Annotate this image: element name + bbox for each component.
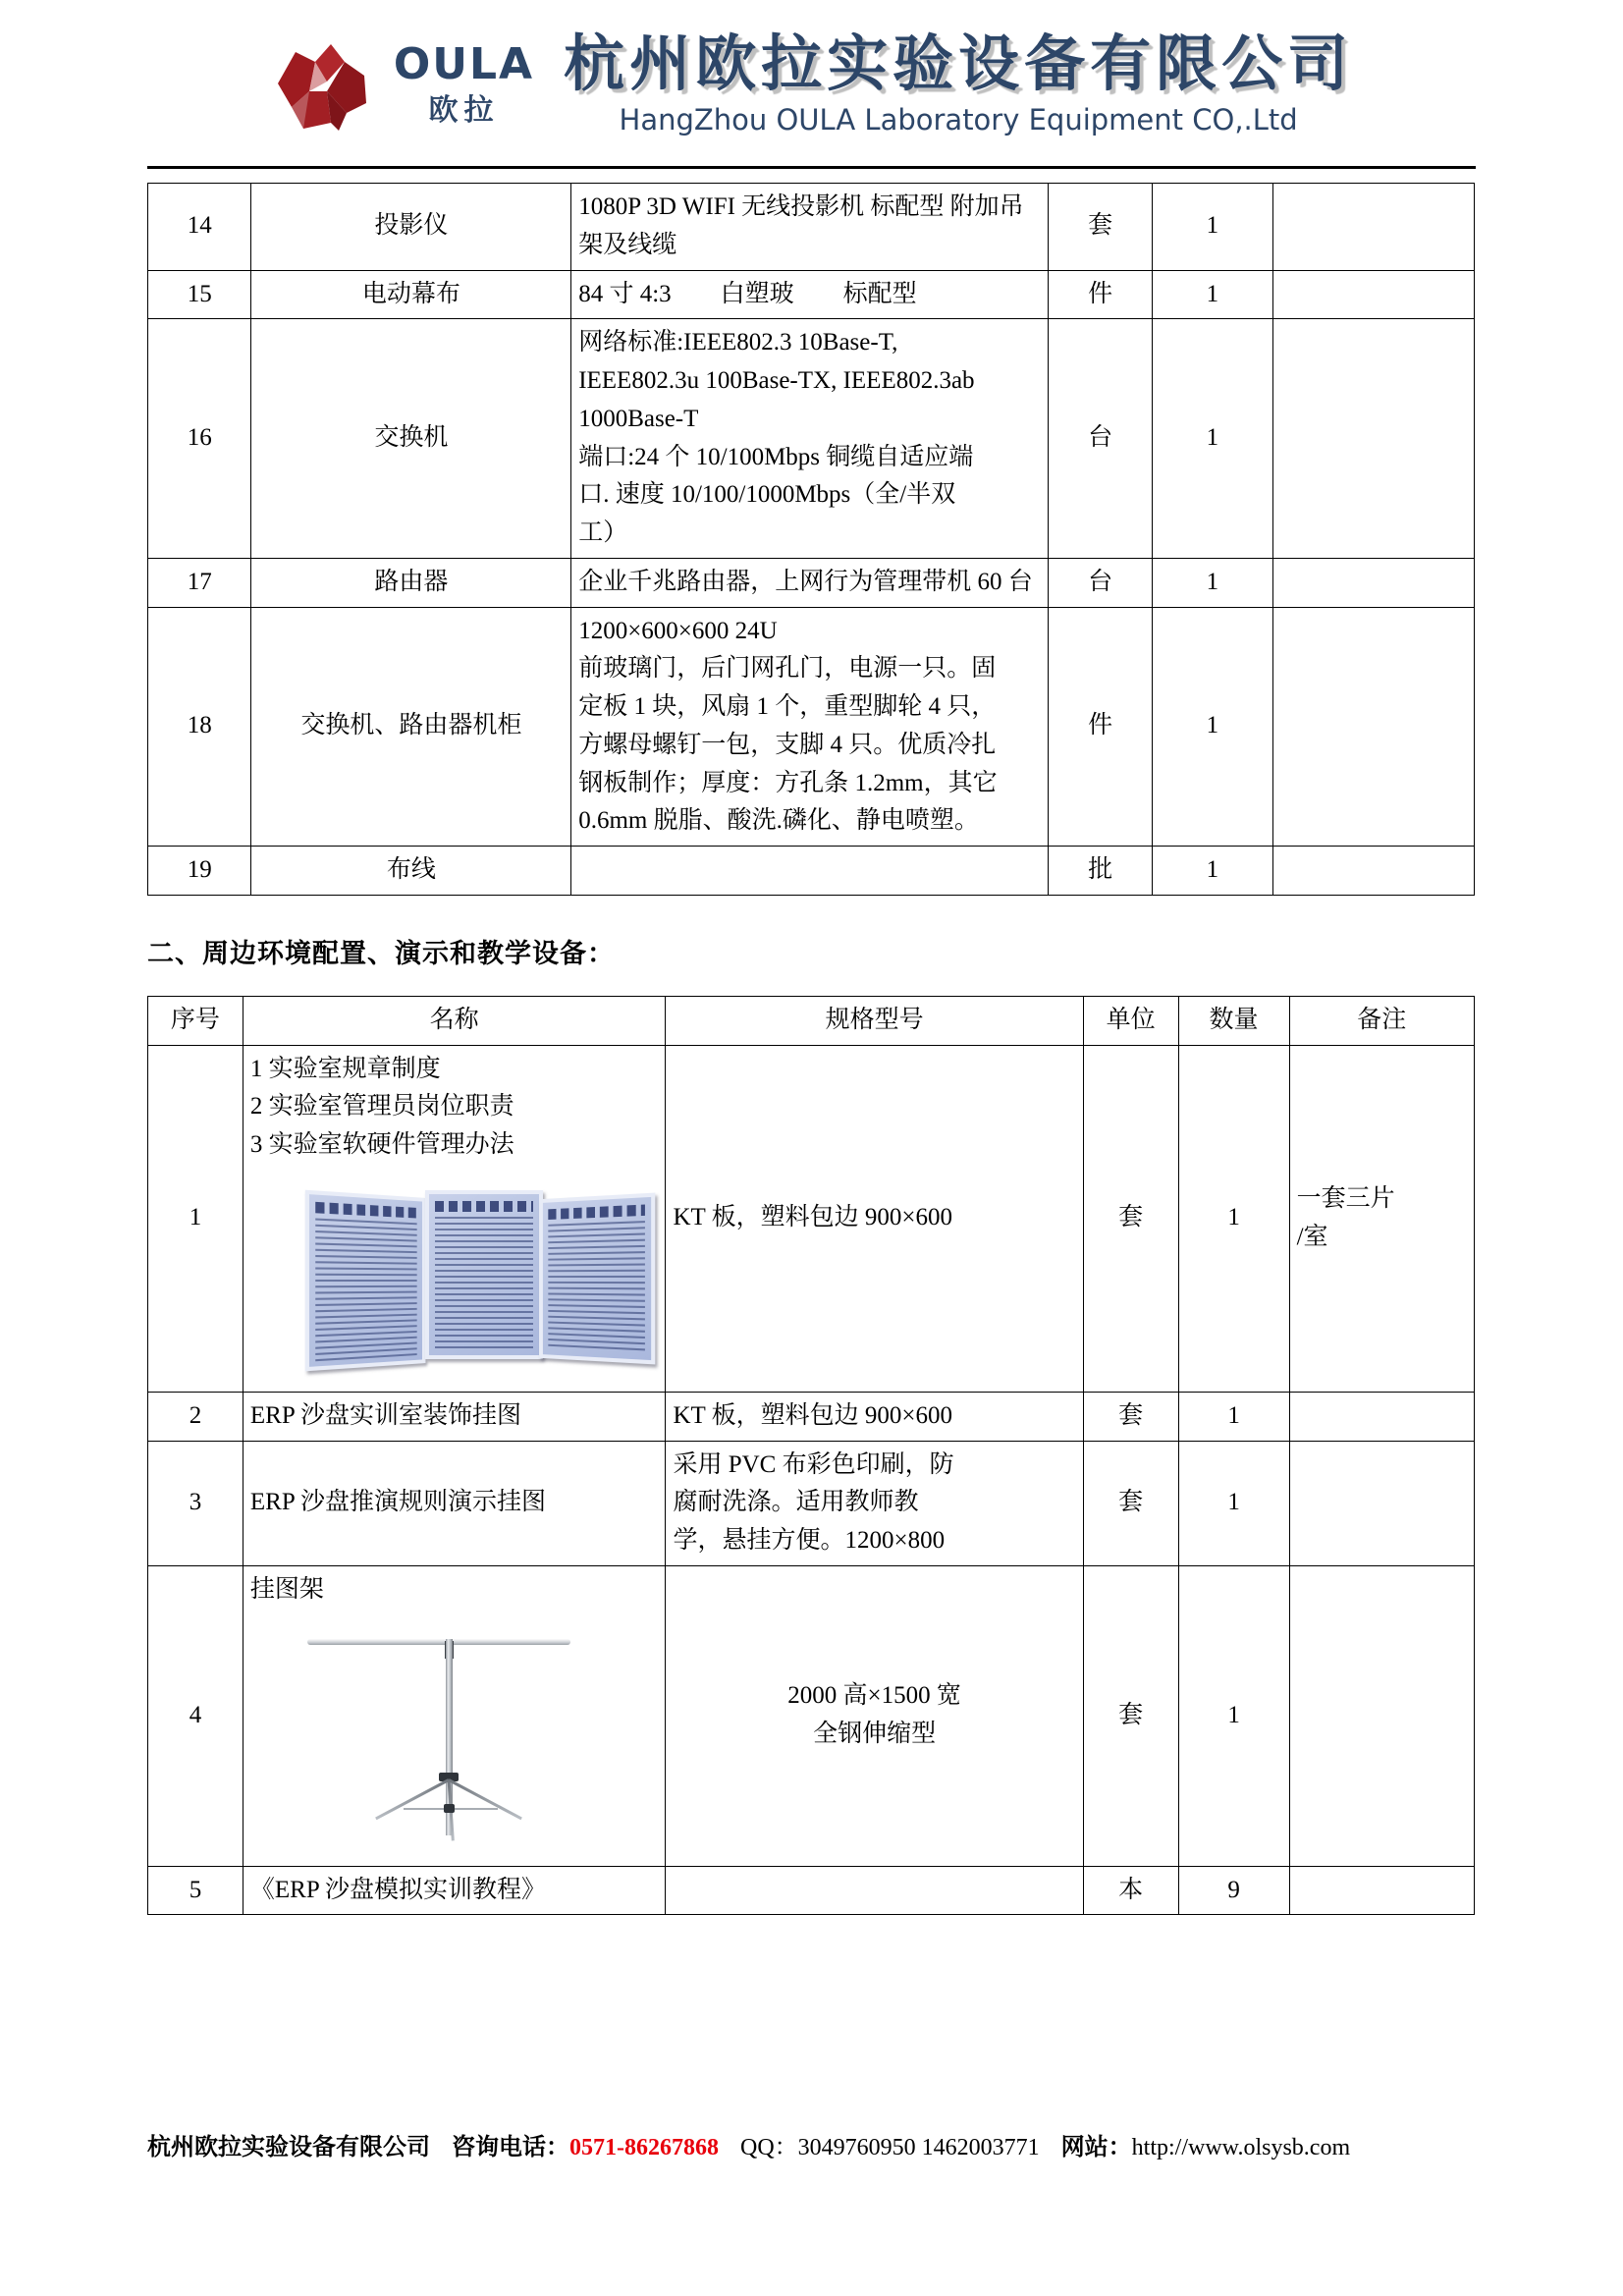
cell-note	[1289, 1441, 1474, 1565]
poster-stand-image	[286, 1625, 620, 1851]
table-header-row	[148, 996, 1475, 1045]
spec-line: 学，悬挂方便。1200×800	[673, 1527, 946, 1554]
cell-name: 投影仪	[251, 184, 571, 271]
company-name-cn: 杭州欧拉实验设备有限公司	[564, 27, 1354, 99]
spec-line: 2000 高×1500 宽	[787, 1682, 961, 1710]
cell-qty: 1	[1152, 184, 1272, 271]
company-name-en: HangZhou OULA Laboratory Equipment CO,.Ltd	[619, 103, 1298, 137]
equipment-table-1-wrapper	[147, 183, 1476, 896]
cell-note	[1272, 558, 1474, 607]
cell-unit: 批	[1049, 847, 1152, 896]
cell-note	[1289, 1045, 1474, 1392]
table-row	[148, 1441, 1475, 1565]
cell-index: 2	[148, 1392, 243, 1441]
table-row	[148, 1045, 1475, 1392]
cell-index: 14	[148, 184, 251, 271]
note-line: /室	[1296, 1223, 1328, 1250]
table-row	[148, 558, 1475, 607]
stand-knob	[444, 1804, 455, 1813]
cell-qty: 1	[1152, 607, 1272, 847]
cell-name: 《ERP 沙盘模拟实训教程》	[243, 1866, 666, 1915]
cell-name: ERP 沙盘实训室装饰挂图	[243, 1392, 666, 1441]
cell-unit: 套	[1083, 1565, 1178, 1866]
poster-text-lines	[315, 1218, 416, 1361]
logo-wordmark	[393, 38, 535, 128]
footer-qq-label: QQ：	[740, 2135, 798, 2160]
cell-spec	[571, 847, 1049, 896]
cell-spec	[666, 1441, 1083, 1565]
cell-note	[1272, 607, 1474, 847]
spec-line: 1000Base-T	[578, 405, 699, 432]
cell-name: 路由器	[251, 558, 571, 607]
stand-crossbar	[307, 1639, 570, 1645]
header-divider	[147, 166, 1476, 169]
spec-line: 口. 速度 10/100/1000Mbps（全/半双	[578, 481, 956, 509]
cell-unit: 台	[1049, 319, 1152, 559]
note-line: 一套三片	[1296, 1184, 1395, 1212]
cell-unit: 本	[1083, 1866, 1178, 1915]
cell-note	[1289, 1392, 1474, 1441]
cell-note	[1289, 1866, 1474, 1915]
table-row	[148, 319, 1475, 559]
cell-name: 交换机、路由器机柜	[251, 607, 571, 847]
cell-index: 16	[148, 319, 251, 559]
header-note: 备注	[1289, 996, 1474, 1045]
equipment-table-2	[147, 996, 1475, 1916]
cell-qty: 1	[1178, 1045, 1289, 1392]
logo-text-en: OULA	[393, 38, 535, 89]
cell-index: 3	[148, 1441, 243, 1565]
cell-name	[243, 1045, 666, 1392]
name-line: 2 实验室管理员岗位职责	[249, 1093, 514, 1121]
cell-spec	[666, 1565, 1083, 1866]
cell-note	[1272, 270, 1474, 319]
poster-board-3	[539, 1192, 655, 1364]
cell-index: 17	[148, 558, 251, 607]
spec-line: 网络标准:IEEE802.3 10Base-T,	[578, 329, 898, 356]
footer-company: 杭州欧拉实验设备有限公司	[147, 2135, 430, 2160]
poster-text-lines	[548, 1221, 645, 1355]
name-line: 挂图架	[249, 1575, 324, 1603]
spec-line: 腐耐洗涤。适用教师教	[673, 1489, 919, 1516]
cell-index: 18	[148, 607, 251, 847]
cell-name	[243, 1565, 666, 1866]
spec-line: 0.6mm 脱脂、酸洗.磷化、静电喷塑。	[578, 807, 979, 835]
cell-spec: 1080P 3D WIFI 无线投影机 标配型 附加吊架及线缆	[571, 184, 1049, 271]
company-logo	[270, 32, 534, 136]
cell-name: 电动幕布	[251, 270, 571, 319]
cell-name: ERP 沙盘推演规则演示挂图	[243, 1441, 666, 1565]
cell-index: 19	[148, 847, 251, 896]
cell-spec: 企业千兆路由器，上网行为管理带机 60 台	[571, 558, 1049, 607]
cell-spec: 84 寸 4:3 白塑玻 标配型	[571, 270, 1049, 319]
cell-unit: 套	[1083, 1045, 1178, 1392]
footer-tel: 0571-86267868	[569, 2135, 719, 2160]
spec-line: 1200×600×600 24U	[578, 617, 778, 644]
logo-text-cn: 欧拉	[428, 92, 500, 128]
cell-note	[1272, 319, 1474, 559]
table-row	[148, 270, 1475, 319]
spec-line: 定板 1 块，风扇 1 个，重型脚轮 4 只，	[578, 693, 997, 720]
section-heading: 二、周边环境配置、演示和教学设备：	[147, 938, 615, 969]
cell-unit: 套	[1083, 1392, 1178, 1441]
spec-line: 钢板制作；厚度：方孔条 1.2mm，其它	[578, 769, 998, 796]
letterhead	[147, 0, 1476, 160]
cell-qty: 1	[1152, 319, 1272, 559]
cell-spec	[571, 319, 1049, 559]
rules-poster-boards-image	[288, 1186, 666, 1379]
name-line: 3 实验室软硬件管理办法	[249, 1131, 514, 1158]
cell-note	[1272, 847, 1474, 896]
company-name-block	[564, 27, 1354, 137]
name-line: 1 实验室规章制度	[249, 1055, 441, 1082]
cell-qty: 1	[1152, 558, 1272, 607]
cell-unit: 件	[1049, 607, 1152, 847]
table-row	[148, 847, 1475, 896]
table-row	[148, 1392, 1475, 1441]
footer-qq: 3049760950 1462003771	[797, 2135, 1040, 2160]
cell-note	[1289, 1565, 1474, 1866]
cell-spec	[666, 1866, 1083, 1915]
header-spec: 规格型号	[666, 996, 1083, 1045]
cell-unit: 套	[1083, 1441, 1178, 1565]
cell-qty: 1	[1152, 847, 1272, 896]
poster-board-2	[425, 1190, 543, 1359]
cell-name: 布线	[251, 847, 571, 896]
cell-qty: 9	[1178, 1866, 1289, 1915]
cell-qty: 1	[1178, 1565, 1289, 1866]
page-footer	[147, 2127, 1515, 2161]
oula-diamond-logo-icon	[270, 32, 380, 136]
poster-title-bar	[435, 1201, 533, 1212]
equipment-table-1	[147, 183, 1475, 896]
stand-leg	[375, 1778, 450, 1820]
header-unit: 单位	[1083, 996, 1178, 1045]
cell-spec: KT 板，塑料包边 900×600	[666, 1045, 1083, 1392]
table-row	[148, 1565, 1475, 1866]
footer-web-label: 网站：	[1060, 2135, 1132, 2160]
cell-index: 1	[148, 1045, 243, 1392]
header-qty: 数量	[1178, 996, 1289, 1045]
cell-qty: 1	[1178, 1441, 1289, 1565]
spec-line: 方螺母螺钉一包，支脚 4 只。优质冷扎	[578, 731, 997, 758]
poster-title-bar	[315, 1202, 416, 1219]
table-row	[148, 1866, 1475, 1915]
cell-note	[1272, 184, 1474, 271]
footer-tel-label: 咨询电话：	[452, 2135, 569, 2160]
stand-leg	[448, 1778, 522, 1820]
poster-board-1	[305, 1189, 426, 1371]
cell-spec	[571, 607, 1049, 847]
header-index: 序号	[148, 996, 243, 1045]
spec-line: 端口:24 个 10/100Mbps 铜缆自适应端	[578, 443, 974, 470]
spec-line: IEEE802.3u 100Base-TX, IEEE802.3ab	[578, 367, 975, 394]
table-row	[148, 607, 1475, 847]
cell-qty: 1	[1178, 1392, 1289, 1441]
poster-title-bar	[548, 1204, 645, 1219]
poster-text-lines	[435, 1217, 533, 1350]
header-name: 名称	[243, 996, 666, 1045]
footer-website: http://www.olsysb.com	[1131, 2135, 1351, 2160]
spec-line: 采用 PVC 布彩色印刷，防	[673, 1450, 954, 1478]
cell-unit: 套	[1049, 184, 1152, 271]
spec-line: 全钢伸缩型	[813, 1721, 937, 1748]
cell-index: 15	[148, 270, 251, 319]
cell-index: 4	[148, 1565, 243, 1866]
cell-name: 交换机	[251, 319, 571, 559]
cell-unit: 件	[1049, 270, 1152, 319]
cell-index: 5	[148, 1866, 243, 1915]
cell-unit: 台	[1049, 558, 1152, 607]
cell-spec: KT 板，塑料包边 900×600	[666, 1392, 1083, 1441]
cell-qty: 1	[1152, 270, 1272, 319]
spec-line: 工）	[578, 519, 628, 546]
spec-line: 前玻璃门，后门网孔门，电源一只。固	[578, 655, 997, 683]
table-row	[148, 184, 1475, 271]
